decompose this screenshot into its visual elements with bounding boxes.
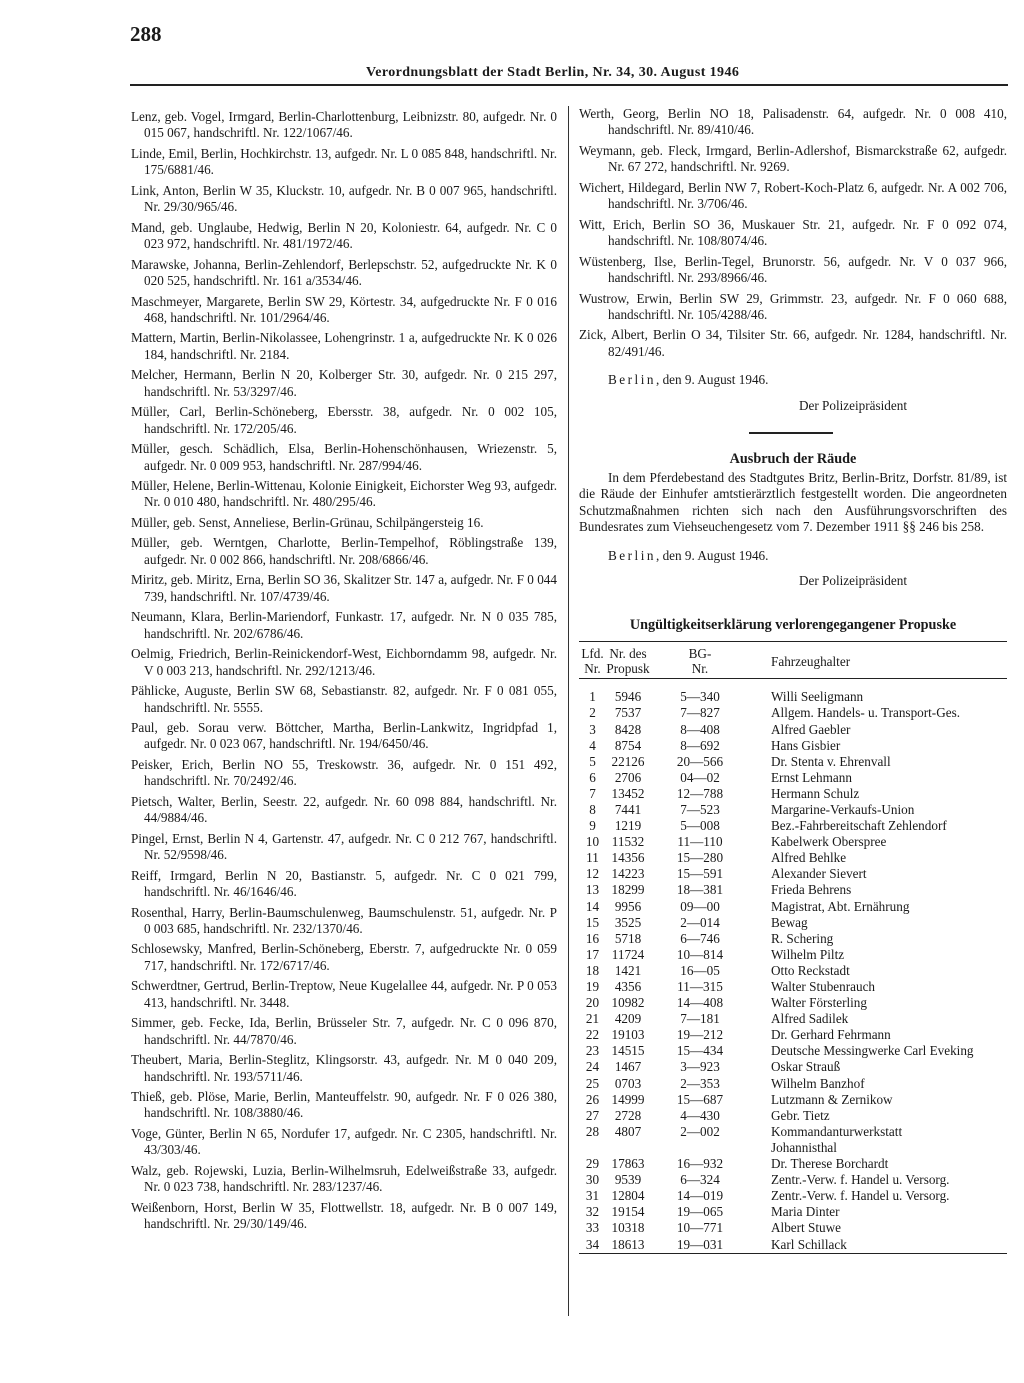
table-row <box>579 754 1007 770</box>
cell-nr: 14 <box>585 898 600 914</box>
cell-bg: 15—591 <box>676 866 724 882</box>
table-row <box>579 722 1007 738</box>
cell-nr: 15 <box>585 914 600 930</box>
entry-walz: Walz, geb. Rojewski, Luzia, Berlin-Wilhelmsruh, Edelweißstraße 33, aufgedr. Nr. 0 023 738, handschriftl. Nr. 283/1237/46. <box>131 1162 557 1195</box>
cell-halter: Oskar Strauß <box>771 1059 841 1075</box>
table-row <box>579 1124 1007 1156</box>
place-1: Berlin <box>608 372 656 388</box>
cell-bg: 8—408 <box>680 721 720 737</box>
cell-bg: 3—923 <box>680 1059 720 1075</box>
right-column <box>579 106 1007 1254</box>
table-row <box>579 1027 1007 1043</box>
cell-propusk: 9539 <box>614 1172 642 1188</box>
cell-propusk: 1421 <box>614 962 642 978</box>
entry-witt: Witt, Erich, Berlin SO 36, Muskauer Str. 21, aufgedr. Nr. F 0 092 074, handschriftl. Nr. 108/8074/46. <box>579 216 1007 249</box>
left-column <box>131 109 557 1237</box>
place-2: Berlin <box>608 547 656 563</box>
cell-halter: Dr. Gerhard Fehrmann <box>771 1027 891 1043</box>
cell-nr: 19 <box>585 979 600 994</box>
cell-propusk: 14223 <box>611 866 645 882</box>
entry-theubert: Theubert, Maria, Berlin-Steglitz, Klingsorstr. 43, aufgedr. Nr. M 0 040 209, handschriftl. Nr. 193/5711/46. <box>131 1052 557 1084</box>
cell-halter: Maria Dinter <box>771 1204 840 1220</box>
entry-wichert: Wichert, Hildegard, Berlin NW 7, Robert-Koch-Platz 6, aufgedr. Nr. A 002 706, handschriftl. Nr. 3/706/46. <box>579 179 1007 212</box>
cell-halter: Otto Reckstadt <box>771 962 850 978</box>
cell-propusk: 2728 <box>614 1107 642 1123</box>
entry-lenz: Lenz, geb. Vogel, Irmgard, Berlin-Charlottenburg, Leibnizstr. 80, aufgedr. Nr. 0 015 067, handschriftl. Nr. 122/1067/46. <box>131 109 557 141</box>
cell-halter: R. Schering <box>771 930 834 946</box>
cell-bg: 15—434 <box>676 1043 724 1059</box>
entry-pingel: Pingel, Ernst, Berlin N 4, Gartenstr. 47, aufgedr. Nr. C 0 212 767, handschriftl. Nr. 52/9598/46. <box>131 830 557 863</box>
table-row <box>579 834 1007 850</box>
cell-halter: Zentr.-Verw. f. Handel u. Versorg. <box>771 1172 950 1188</box>
cell-nr: 29 <box>585 1156 600 1172</box>
place-date-2 <box>608 548 1007 564</box>
propuske-title: Ungültigkeitserklärung verlorengegangener Propuske <box>629 617 957 634</box>
cell-halter: Lutzmann & Zernikow <box>771 1091 893 1107</box>
table-row <box>579 1188 1007 1204</box>
entry-mueller-anneliese: Müller, geb. Senst, Anneliese, Berlin-Grünau, Schilpängersteig 16. <box>131 514 484 530</box>
cell-bg: 20—566 <box>676 753 724 769</box>
cell-halter: Karl Schillack <box>771 1236 847 1252</box>
cell-halter: Wilhelm Piltz <box>771 946 845 962</box>
table-row <box>579 899 1007 915</box>
table-row <box>579 802 1007 818</box>
signature-2: Der Polizeipräsident <box>798 573 908 588</box>
header-rule <box>130 84 1008 86</box>
cell-bg: 7—523 <box>680 801 720 817</box>
cell-nr: 31 <box>585 1188 600 1204</box>
cell-halter: Kommandanturwerkstatt Johannisthal <box>771 1123 903 1155</box>
table-row <box>579 1108 1007 1124</box>
cell-nr: 17 <box>585 946 600 962</box>
cell-halter: Margarine-Verkaufs-Union <box>771 801 915 817</box>
table-row <box>579 850 1007 866</box>
col-header-propusk: Nr. des Propusk <box>606 646 650 677</box>
propuske-table <box>579 642 1007 1253</box>
cell-propusk: 4209 <box>614 1011 642 1027</box>
cell-propusk: 1219 <box>614 818 642 834</box>
cell-halter: Alfred Gaebler <box>771 721 851 737</box>
cell-nr: 3 <box>589 721 596 737</box>
cell-nr: 9 <box>589 818 596 834</box>
cell-bg: 04—02 <box>680 769 720 785</box>
cell-bg: 12—788 <box>676 785 724 801</box>
cell-nr: 18 <box>585 962 600 978</box>
entry-peisker: Peisker, Erich, Berlin NO 55, Treskowstr. 36, aufgedr. Nr. 0 151 492, handschriftl. Nr. 70/2492/46. <box>131 756 557 789</box>
cell-halter: Willi Seeligmann <box>771 689 864 705</box>
cell-halter: Frieda Behrens <box>771 882 852 898</box>
cell-nr: 7 <box>589 785 596 801</box>
entry-wustrow: Wustrow, Erwin, Berlin SW 29, Grimmstr. 23, aufgedr. Nr. F 0 060 688, handschriftl. Nr. 105/4288/46. <box>579 290 1007 322</box>
cell-halter: Walter Försterling <box>771 995 867 1011</box>
cell-bg: 6—324 <box>680 1172 720 1188</box>
cell-nr: 13 <box>585 882 600 898</box>
cell-halter: Hans Gisbier <box>771 737 841 753</box>
table-row <box>579 679 1007 706</box>
cell-propusk: 18299 <box>611 882 645 898</box>
cell-nr: 33 <box>585 1220 600 1236</box>
cell-propusk: 14515 <box>611 1043 645 1059</box>
entry-weymann: Weymann, geb. Fleck, Irmgard, Berlin-Adlershof, Bismarckstraße 62, aufgedr. Nr. 67 272, handschriftl. Nr. 9269. <box>579 142 1007 175</box>
section-separator <box>749 432 833 434</box>
entry-mueller-charlotte: Müller, geb. Werntgen, Charlotte, Berlin-Tempelhof, Röblingstraße 139, aufgedr. Nr. 0 002 866, handschriftl. Nr. 208/6866/46. <box>131 535 557 567</box>
signature-1: Der Polizeipräsident <box>798 397 908 413</box>
table-body <box>579 679 1007 1253</box>
cell-propusk: 4807 <box>614 1123 642 1139</box>
entry-paehlicke: Pählicke, Auguste, Berlin SW 68, Sebastianstr. 82, aufgedr. Nr. F 0 081 055, handschriftl. Nr. 5555. <box>131 683 557 715</box>
cell-bg: 14—019 <box>676 1188 724 1204</box>
entry-reiff: Reiff, Irmgard, Berlin N 20, Bastianstr. 5, aufgedr. Nr. C 0 021 799, handschriftl. Nr. 46/1646/46. <box>131 867 557 900</box>
entry-weissenborn: Weißenborn, Horst, Berlin W 35, Flottwellstr. 18, aufgedr. Nr. B 0 007 149, handschriftl. Nr. 29/30/149/46. <box>131 1199 557 1232</box>
cell-bg: 19—031 <box>676 1236 724 1252</box>
cell-halter: Albert Stuwe <box>771 1220 841 1236</box>
cell-nr: 27 <box>585 1107 600 1123</box>
table-row <box>579 1220 1007 1236</box>
cell-bg: 7—181 <box>680 1011 720 1027</box>
cell-nr: 2 <box>589 705 596 721</box>
entry-simmer: Simmer, geb. Fecke, Ida, Berlin, Brüsseler Str. 7, aufgedr. Nr. C 0 096 870, handschriftl. Nr. 44/7870/46. <box>131 1015 557 1047</box>
entry-wuestenberg: Wüstenberg, Ilse, Berlin-Tegel, Brunorstr. 56, aufgedr. Nr. V 0 037 966, handschriftl. Nr. 293/8966/46. <box>579 253 1007 286</box>
date-2: , den 9. August 1946. <box>655 547 769 563</box>
cell-propusk: 19154 <box>611 1204 645 1220</box>
entry-werth: Werth, Georg, Berlin NO 18, Palisadenstr. 64, aufgedr. Nr. 0 008 410, handschriftl. Nr. 89/410/46. <box>579 106 1007 138</box>
entry-mattern: Mattern, Martin, Berlin-Nikolassee, Lohengrinstr. 1 a, aufgedruckte Nr. K 0 026 184, handschriftl. Nr. 2184. <box>131 330 557 362</box>
cell-propusk: 8428 <box>614 721 642 737</box>
cell-propusk: 4356 <box>614 979 642 994</box>
table-row <box>579 995 1007 1011</box>
cell-halter: Alfred Behlke <box>771 850 847 866</box>
cell-bg: 14—408 <box>676 995 724 1011</box>
cell-propusk: 19103 <box>611 1027 645 1043</box>
cell-propusk: 3525 <box>614 914 642 930</box>
cell-nr: 11 <box>586 850 599 866</box>
col-header-nr: Lfd. Nr. <box>581 646 604 677</box>
date-1: , den 9. August 1946. <box>655 372 769 388</box>
entry-schwerdtner: Schwerdtner, Gertrud, Berlin-Treptow, Neue Kugelallee 44, aufgedr. Nr. P 0 053 413, handschriftl. Nr. 3448. <box>131 978 557 1010</box>
table-row <box>579 963 1007 979</box>
entry-oelmig: Oelmig, Friedrich, Berlin-Reinickendorf-West, Eichborndamm 98, aufgedr. Nr. V 0 003 213, handschriftl. Nr. 292/1213/46. <box>131 646 557 678</box>
entry-maschmeyer: Maschmeyer, Margarete, Berlin SW 29, Körtestr. 34, aufgedruckte Nr. F 0 016 468, handschriftl. Nr. 101/2964/46. <box>131 293 557 325</box>
cell-halter: Alexander Sievert <box>771 866 867 882</box>
cell-nr: 12 <box>585 866 600 882</box>
cell-bg: 5—340 <box>680 689 720 705</box>
cell-nr: 16 <box>585 930 600 946</box>
table-row <box>579 931 1007 947</box>
entry-melcher: Melcher, Hermann, Berlin N 20, Kolberger Str. 30, aufgedr. Nr. 0 215 297, handschriftl. Nr. 53/3297/46. <box>131 367 557 399</box>
cell-propusk: 12804 <box>611 1188 645 1204</box>
cell-propusk: 1467 <box>614 1059 642 1075</box>
cell-bg: 11—110 <box>677 834 723 850</box>
cell-nr: 28 <box>585 1123 600 1139</box>
table-row <box>579 786 1007 802</box>
cell-bg: 2—002 <box>680 1123 720 1139</box>
running-head: Verordnungsblatt der Stadt Berlin, Nr. 34, 30. August 1946 <box>366 65 740 80</box>
table-row <box>579 770 1007 786</box>
cell-propusk: 7537 <box>614 705 642 721</box>
table-row <box>579 1059 1007 1075</box>
cell-halter: Deutsche Messingwerke Carl Eveking <box>771 1043 974 1059</box>
entry-linde: Linde, Emil, Berlin, Hochkirchstr. 13, aufgedr. Nr. L 0 085 848, handschriftl. Nr. 175/6881/46. <box>131 145 557 178</box>
cell-bg: 15—280 <box>676 850 724 866</box>
entry-thiess: Thieß, geb. Plöse, Marie, Berlin, Manteuffelstr. 90, aufgedr. Nr. F 0 026 380, handschriftl. Nr. 108/3880/46. <box>131 1089 557 1121</box>
notice-title: Ausbruch der Räude <box>729 450 857 467</box>
cell-propusk: 5946 <box>614 689 642 705</box>
cell-bg: 15—687 <box>676 1091 724 1107</box>
cell-halter: Dr. Stenta v. Ehrenvall <box>771 753 891 769</box>
cell-halter: Dr. Therese Borchardt <box>771 1156 889 1172</box>
entry-miritz: Miritz, geb. Miritz, Erna, Berlin SO 36, Skalitzer Str. 147 a, aufgedr. Nr. F 0 044 739, handschriftl. Nr. 107/4739/46. <box>131 572 557 604</box>
cell-nr: 8 <box>589 801 596 817</box>
cell-propusk: 13452 <box>611 785 645 801</box>
cell-propusk: 2706 <box>614 769 642 785</box>
entry-mueller-elsa: Müller, gesch. Schädlich, Elsa, Berlin-Hohenschönhausen, Wriezenstr. 5, aufgedr. Nr. 0 009 953, handschriftl. Nr. 287/994/46. <box>131 441 557 473</box>
entry-mand: Mand, geb. Unglaube, Hedwig, Berlin N 20, Koloniestr. 64, aufgedr. Nr. C 0 023 972, handschriftl. Nr. 481/1972/46. <box>131 219 557 252</box>
entry-voge: Voge, Günter, Berlin N 65, Nordufer 17, aufgedr. Nr. C 2305, handschriftl. Nr. 43/303/46. <box>131 1125 557 1158</box>
cell-halter: Zentr.-Verw. f. Handel u. Versorg. <box>771 1188 950 1204</box>
cell-halter: Allgem. Handels- u. Transport-Ges. <box>771 705 961 721</box>
place-date-1 <box>608 372 1007 388</box>
cell-nr: 6 <box>589 769 596 785</box>
entry-marawske: Marawske, Johanna, Berlin-Zehlendorf, Berlepschstr. 52, aufgedruckte Nr. K 0 020 525, handschriftl. Nr. 161 a/3534/46. <box>131 256 557 289</box>
table-row <box>579 882 1007 898</box>
cell-propusk: 7441 <box>614 801 642 817</box>
cell-nr: 32 <box>585 1204 600 1220</box>
table-row <box>579 866 1007 882</box>
cell-bg: 2—353 <box>680 1075 720 1091</box>
cell-propusk: 10982 <box>611 995 645 1011</box>
table-row <box>579 1172 1007 1188</box>
entry-paul: Paul, geb. Sorau verw. Böttcher, Martha, Berlin-Lankwitz, Ingridpfad 1, aufgedr. Nr. 0 023 067, handschriftl. Nr. 194/6450/46. <box>131 720 557 752</box>
cell-propusk: 22126 <box>611 753 645 769</box>
cell-propusk: 17863 <box>611 1156 645 1172</box>
cell-halter: Bez.-Fahrbereitschaft Zehlendorf <box>771 818 947 834</box>
table-row <box>579 947 1007 963</box>
cell-propusk: 14356 <box>611 850 645 866</box>
entry-zick: Zick, Albert, Berlin O 34, Tilsiter Str. 66, aufgedr. Nr. 1284, handschriftl. Nr. 82/491/46. <box>579 327 1007 359</box>
cell-halter: Hermann Schulz <box>771 785 860 801</box>
entry-schlosewsky: Schlosewsky, Manfred, Berlin-Schöneberg, Eberstr. 7, aufgedruckte Nr. 0 059 717, handschriftl. Nr. 172/6717/46. <box>131 941 557 973</box>
notice-body: In dem Pferdebestand des Stadtgutes Britz, Berlin-Britz, Dorfstr. 81/89, ist die Räude der Einhufer amtstierärztlich festgestellt worden. Die angeordneten Schutzmaßnahmen richten sich nach den Ausführungsvorschriften des Bundesrates zum Viehseuchengesetz vom 7. Dezember 1911 §§ 246 bis 258. <box>579 469 1007 535</box>
cell-bg: 16—932 <box>676 1156 724 1172</box>
table-row <box>579 818 1007 834</box>
table-row <box>579 1237 1007 1254</box>
entry-mueller-helene: Müller, Helene, Berlin-Wittenau, Kolonie Einigkeit, Eichorster Weg 93, aufgedr. Nr. 0 010 480, handschriftl. Nr. 480/295/46. <box>131 478 557 510</box>
cell-propusk: 10318 <box>611 1220 645 1236</box>
cell-nr: 26 <box>585 1091 600 1107</box>
cell-bg: 10—771 <box>676 1220 724 1236</box>
entry-link: Link, Anton, Berlin W 35, Kluckstr. 10, aufgedr. Nr. B 0 007 965, handschriftl. Nr. 29/30/965/46. <box>131 182 557 215</box>
cell-propusk: 0703 <box>614 1075 642 1091</box>
table-row <box>579 1204 1007 1220</box>
cell-halter: Kabelwerk Oberspree <box>771 834 887 850</box>
cell-bg: 5—008 <box>680 818 720 834</box>
cell-bg: 4—430 <box>680 1107 720 1123</box>
cell-propusk: 5718 <box>614 930 642 946</box>
cell-nr: 24 <box>585 1059 600 1075</box>
table-row <box>579 1076 1007 1092</box>
col-header-bg: BG- Nr. <box>688 646 712 677</box>
cell-propusk: 11532 <box>611 834 645 850</box>
cell-nr: 5 <box>589 753 596 769</box>
cell-bg: 18—381 <box>676 882 724 898</box>
table-header-row <box>579 642 1007 679</box>
cell-propusk: 14999 <box>611 1091 645 1107</box>
col-header-halter: Fahrzeughalter <box>771 653 851 669</box>
cell-propusk: 18613 <box>611 1236 645 1252</box>
table-row <box>579 1156 1007 1172</box>
cell-propusk: 11724 <box>611 946 645 962</box>
cell-halter: Gebr. Tietz <box>771 1107 830 1123</box>
table-row <box>579 1092 1007 1108</box>
cell-nr: 23 <box>585 1043 600 1059</box>
cell-nr: 22 <box>585 1027 600 1043</box>
cell-bg: 19—212 <box>676 1027 724 1043</box>
cell-propusk: 9956 <box>614 898 642 914</box>
cell-nr: 21 <box>585 1011 600 1027</box>
column-divider <box>568 106 569 1316</box>
cell-nr: 25 <box>585 1075 600 1091</box>
cell-bg: 6—746 <box>680 930 720 946</box>
cell-bg: 19—065 <box>676 1204 724 1220</box>
cell-bg: 16—05 <box>680 962 720 978</box>
entry-neumann: Neumann, Klara, Berlin-Mariendorf, Funkastr. 17, aufgedr. Nr. N 0 035 785, handschriftl. Nr. 202/6786/46. <box>131 609 557 641</box>
cell-nr: 1 <box>589 689 596 705</box>
cell-halter: Ernst Lehmann <box>771 769 852 785</box>
cell-bg: 7—827 <box>680 705 720 721</box>
table-row <box>579 915 1007 931</box>
page-number: 288 <box>130 22 162 46</box>
cell-bg: 11—315 <box>677 979 723 994</box>
cell-halter: Walter Stubenrauch <box>771 979 876 994</box>
cell-bg: 8—692 <box>680 737 720 753</box>
cell-halter: Alfred Sadilek <box>771 1011 849 1027</box>
entry-pietsch: Pietsch, Walter, Berlin, Seestr. 22, aufgedr. Nr. 60 098 884, handschriftl. Nr. 44/9884/46. <box>131 793 557 826</box>
cell-nr: 10 <box>585 834 600 850</box>
cell-bg: 10—814 <box>676 946 724 962</box>
cell-nr: 20 <box>585 995 600 1011</box>
entry-mueller-carl: Müller, Carl, Berlin-Schöneberg, Ebersstr. 38, aufgedr. Nr. 0 002 105, handschriftl. Nr. 172/205/46. <box>131 404 557 436</box>
table-row <box>579 738 1007 754</box>
cell-nr: 34 <box>585 1236 600 1252</box>
cell-halter: Wilhelm Banzhof <box>771 1075 865 1091</box>
cell-bg: 09—00 <box>680 898 720 914</box>
table-row <box>579 1011 1007 1027</box>
table-row <box>579 979 1007 995</box>
cell-nr: 4 <box>589 737 596 753</box>
cell-nr: 30 <box>585 1172 600 1188</box>
table-row <box>579 1043 1007 1059</box>
entry-rosenthal: Rosenthal, Harry, Berlin-Baumschulenweg, Baumschulenstr. 51, aufgedr. Nr. P 0 003 685, handschriftl. Nr. 232/1370/46. <box>131 904 557 936</box>
cell-bg: 2—014 <box>680 914 720 930</box>
cell-halter: Bewag <box>771 914 808 930</box>
table-row <box>579 705 1007 721</box>
cell-halter: Magistrat, Abt. Ernährung <box>771 898 910 914</box>
cell-propusk: 8754 <box>614 737 642 753</box>
